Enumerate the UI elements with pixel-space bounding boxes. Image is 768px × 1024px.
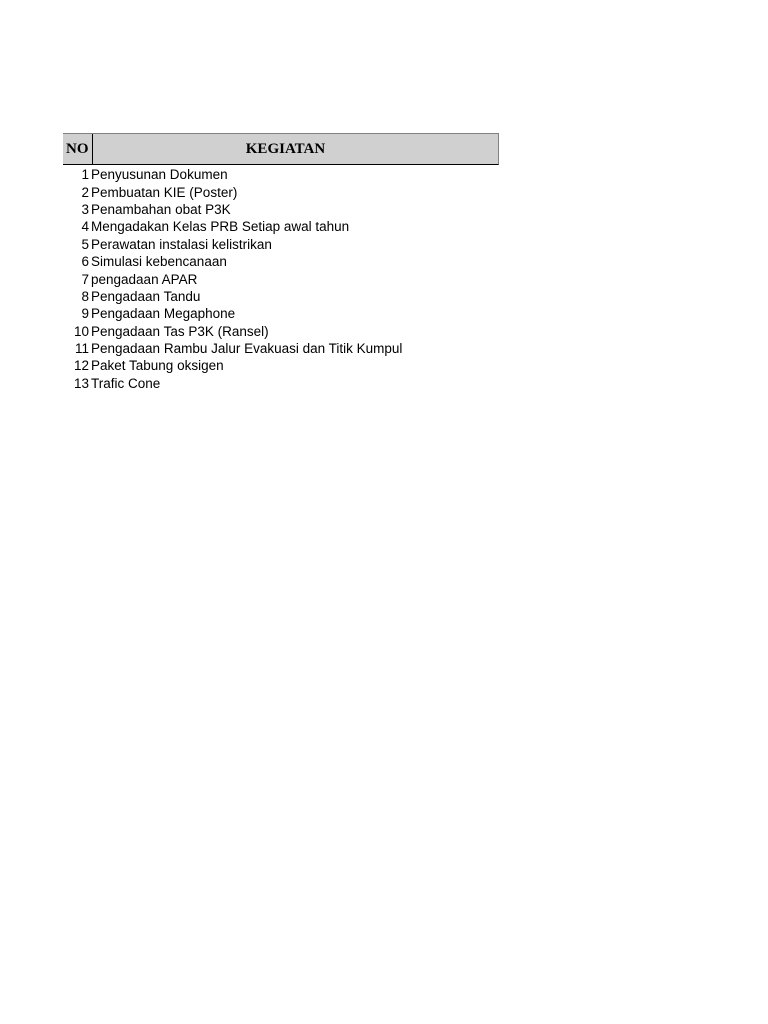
row-number: 3	[81, 201, 89, 217]
row-activity: Penyusunan Dokumen	[91, 167, 228, 183]
table-row	[63, 201, 499, 218]
row-activity: Penambahan obat P3K	[91, 201, 231, 217]
table-row	[63, 183, 499, 200]
table-row	[63, 288, 499, 305]
row-number: 11	[74, 341, 89, 357]
row-number: 13	[73, 375, 89, 391]
row-number: 2	[81, 184, 89, 200]
table-row	[63, 323, 499, 340]
row-activity: Pengadaan Megaphone	[91, 306, 236, 322]
row-number: 12	[73, 358, 89, 374]
row-activity: Pengadaan Tandu	[91, 288, 201, 304]
row-activity: pengadaan APAR	[91, 271, 198, 287]
row-activity: Pengadaan Rambu Jalur Evakuasi dan Titik Kumpul	[91, 341, 403, 357]
row-activity: Mengadakan Kelas PRB Setiap awal tahun	[91, 219, 350, 235]
table-row	[63, 270, 499, 287]
row-number: 5	[81, 236, 89, 252]
column-header-kegiatan: KEGIATAN	[245, 140, 326, 157]
row-number: 7	[81, 271, 89, 287]
row-number: 4	[81, 219, 89, 235]
row-number: 1	[81, 167, 89, 183]
table-header-row	[63, 133, 499, 165]
row-activity: Trafic Cone	[91, 375, 161, 391]
table-row	[63, 357, 499, 374]
row-activity: Pengadaan Tas P3K (Ransel)	[91, 323, 269, 339]
row-number: 9	[81, 306, 89, 322]
row-number: 6	[81, 254, 89, 270]
table-row	[63, 305, 499, 322]
table-row	[63, 340, 499, 357]
row-number: 8	[81, 288, 89, 304]
row-activity: Paket Tabung oksigen	[91, 358, 224, 374]
row-activity: Simulasi kebencanaan	[91, 254, 227, 270]
row-number: 10	[73, 323, 89, 339]
row-activity: Pembuatan KIE (Poster)	[91, 184, 238, 200]
table-row	[63, 166, 499, 183]
table-body	[63, 166, 499, 392]
activity-table	[63, 133, 499, 392]
column-header-no: NO	[63, 134, 93, 164]
table-row	[63, 375, 499, 392]
table-row	[63, 253, 499, 270]
table-row	[63, 218, 499, 235]
row-activity: Perawatan instalasi kelistrikan	[91, 236, 272, 252]
table-row	[63, 236, 499, 253]
